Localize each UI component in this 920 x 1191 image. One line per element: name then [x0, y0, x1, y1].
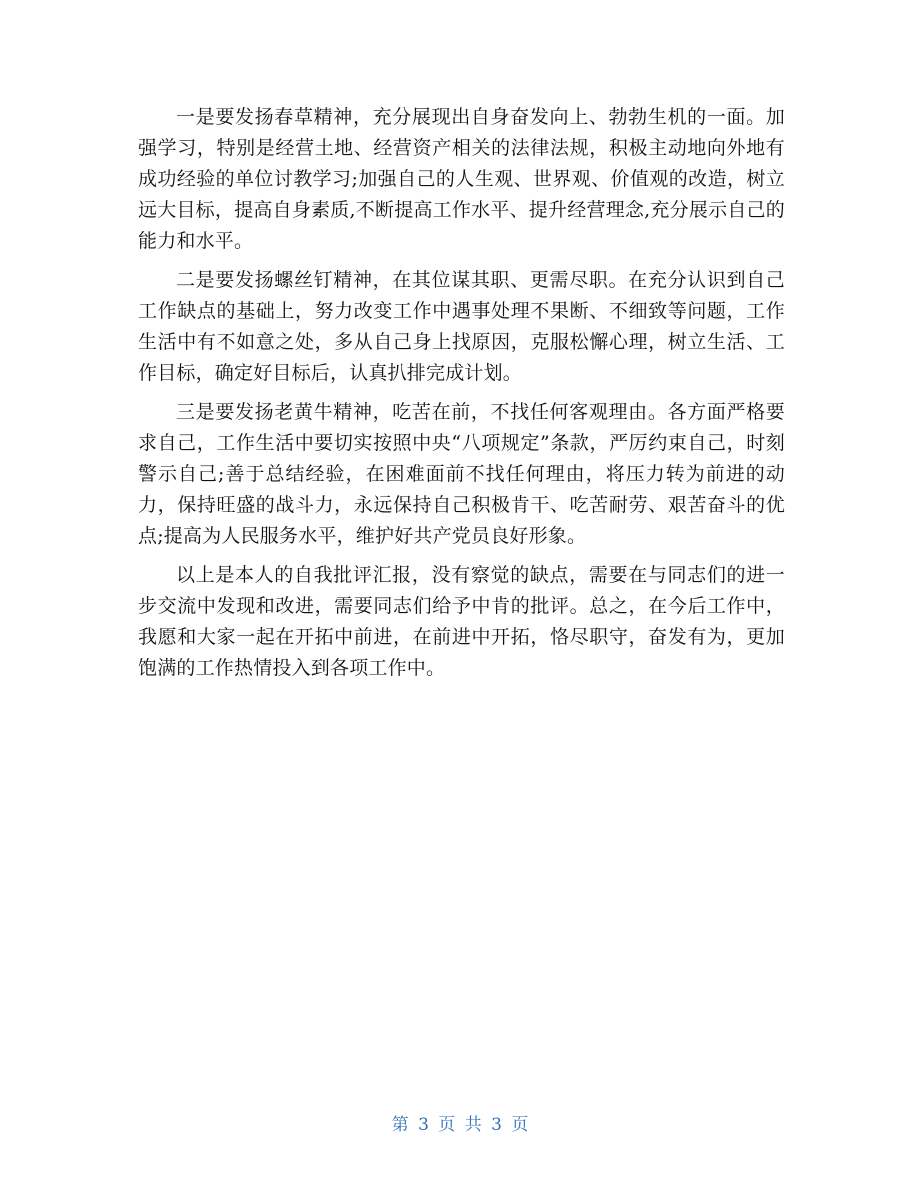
- document-body: [138, 102, 785, 692]
- page-number-footer: 第 3 页 共 3 页: [391, 1115, 529, 1135]
- paragraph-3: 三是要发扬老黄牛精神，吃苦在前，不找任何客观理由。各方面严格要求自己，工作生活中要切实按照中央“八项规定”条款，严厉约束自己，时刻警示自己;善于总结经验，在困难面前不找任何理由，将压力转为前进的动力，保持旺盛的战斗力，永远保持自己积极肯干、吃苦耐劳、艰苦奋斗的优点;提高为人民服务水平，维护好共产党员良好形象。: [138, 401, 785, 547]
- paragraph-4: 以上是本人的自我批评汇报，没有察觉的缺点，需要在与同志们的进一步交流中发现和改进，需要同志们给予中肯的批评。总之，在今后工作中，我愿和大家一起在开拓中前进，在前进中开拓，恪尽职守，奋发有为，更加饱满的工作热情投入到各项工作中。: [138, 564, 785, 679]
- paragraph-1: 一是要发扬春草精神，充分展现出自身奋发向上、勃勃生机的一面。加强学习，特别是经营土地、经营资产相关的法律法规，积极主动地向外地有成功经验的单位讨教学习;加强自己的人生观、世界观、价值观的改造，树立远大目标，提高自身素质,不断提高工作水平、提升经营理念,充分展示自己的能力和水平。: [138, 106, 785, 252]
- paragraph-2: 二是要发扬螺丝钉精神，在其位谋其职、更需尽职。在充分认识到自己工作缺点的基础上，努力改变工作中遇事处理不果断、不细致等问题，工作生活中有不如意之处，多从自己身上找原因，克服松懈心理，树立生活、工作目标，确定好目标后，认真扒排完成计划。: [138, 269, 785, 384]
